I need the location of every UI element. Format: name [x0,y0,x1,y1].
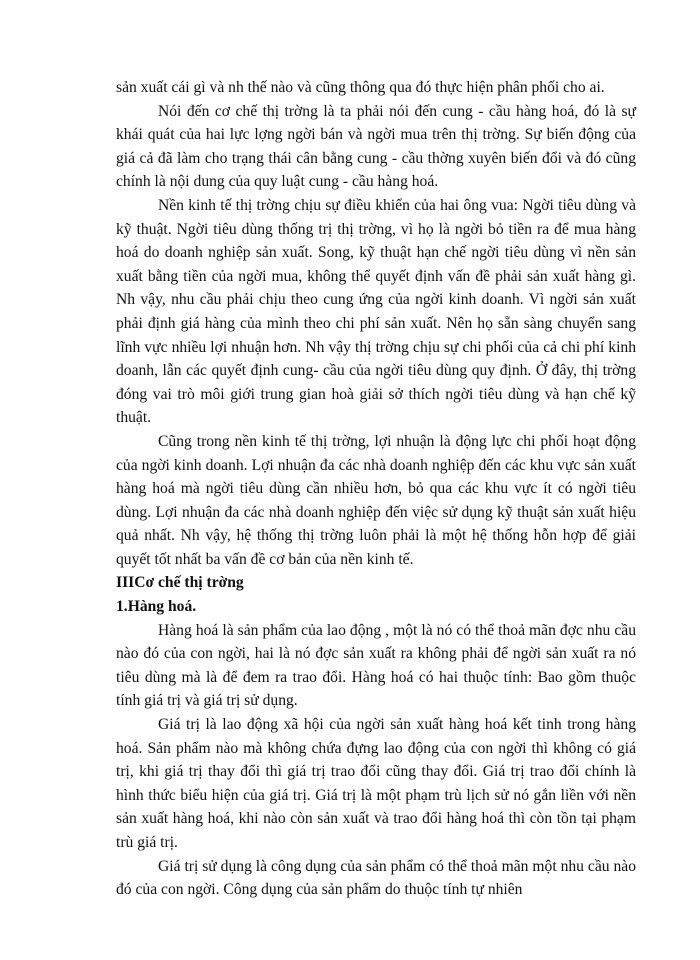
document-page [116,76,636,902]
paragraph-value: Giá trị là lao động xã hội của ngời sản xuất hàng hoá kết tinh trong hàng hoá. Sản phẩm nào mà không chứa đựng lao động của con ngời thì không có giá trị, khi giá trị thay đổi thì giá trị trao đổi cũng thay đổi. Giá trị trao đổi chính là hình thức biểu hiện của giá trị. Giá trị là một phạm trù lịch sử nó gắn liền với nền sản xuất hàng hoá, khi nào còn sản xuất và trao đổi hàng hoá thì còn tồn tại phạm trù giá trị. [116,716,636,851]
paragraph-profit-motive: Cũng trong nền kinh tế thị trờng, lợi nhuận là động lực chi phối hoạt động của ngời kinh doanh. Lợi nhuận đa các nhà doanh nghiệp đến các khu vực sản xuất hàng hoá mà ngời tiêu dùng cần nhiều hơn, bỏ qua các khu vực ít có ngời tiêu dùng. Lợi nhuận đa các nhà doanh nghiệp đến việc sử dụng kỹ thuật sản xuất hiệu quả nhất. Nh vậy, hệ thống thị trờng luôn phải là một hệ thống hỗn hợp để giải quyết tốt nhất ba vấn đề cơ bản của nền kinh tế. [116,432,636,568]
paragraph-continuation: sản xuất cái gì và nh thế nào và cũng thông qua đó thực hiện phân phối cho ai. [116,79,605,96]
paragraph-consumer-and-technology: Nền kinh tế thị trờng chịu sự điều khiển của hai ông vua: Ngời tiêu dùng và kỹ thuật. Ngời tiêu dùng thống trị thị trờng, vì họ là ngời bỏ tiền ra để mua hàng hoá do doanh nghiệp sản xuất. Song, kỹ thuật hạn chế ngời tiêu dùng vì nền sản xuất bằng tiền của ngời mua, không thể quyết định vấn đề phải sản xuất hàng gì. Nh vậy, nhu cầu phải chịu theo cung ứng của ngời kinh doanh. Vì ngời sản xuất phải định giá hàng của mình theo chi phí sản xuất. Nên họ sẵn sàng chuyển sang lĩnh vực nhiều lợi nhuận hơn. Nh vậy thị trờng chịu sự chi phối của cả chi phí kinh doanh, lẫn các quyết định cung- cầu của ngời tiêu dùng quy định. Ở đây, thị trờng đóng vai trò môi giới trung gian hoà giải sở thích ngời tiêu dùng và hạn chế kỹ thuật. [116,196,636,427]
paragraph-goods-definition: Hàng hoá là sản phẩm của lao động , một là nó có thể thoả mãn đợc nhu cầu nào đó của con ngời, hai là nó đợc sản xuất ra không phải để ngời sản xuất ra nó tiêu dùng mà là để đem ra trao đổi. Hàng hoá có hai thuộc tính: Bao gồm thuộc tính giá trị và giá trị sử dụng. [116,621,636,710]
section-heading-market-mechanism: IIICơ chế thị trờng [116,574,244,592]
paragraph-market-mechanism-supply-demand: Nói đến cơ chế thị trờng là ta phải nói đến cung - cầu hàng hoá, đó là sự khái quát của hai lực lợng ngời bán và ngời mua trên thị trờng. Sự biến động của giá cả đã làm cho trạng thái cân bằng cung - cầu thờng xuyên biến đổi và đó cũng chính là nội dung của quy luật cung - cầu hàng hoá. [116,102,636,191]
paragraph-use-value: Giá trị sử dụng là công dụng của sản phẩm có thể thoả mãn một nhu cầu nào đó của con ngời. Công dụng của sản phẩm do thuộc tính tự nhiên [116,857,636,899]
subsection-heading-goods: 1.Hàng hoá. [116,598,197,616]
